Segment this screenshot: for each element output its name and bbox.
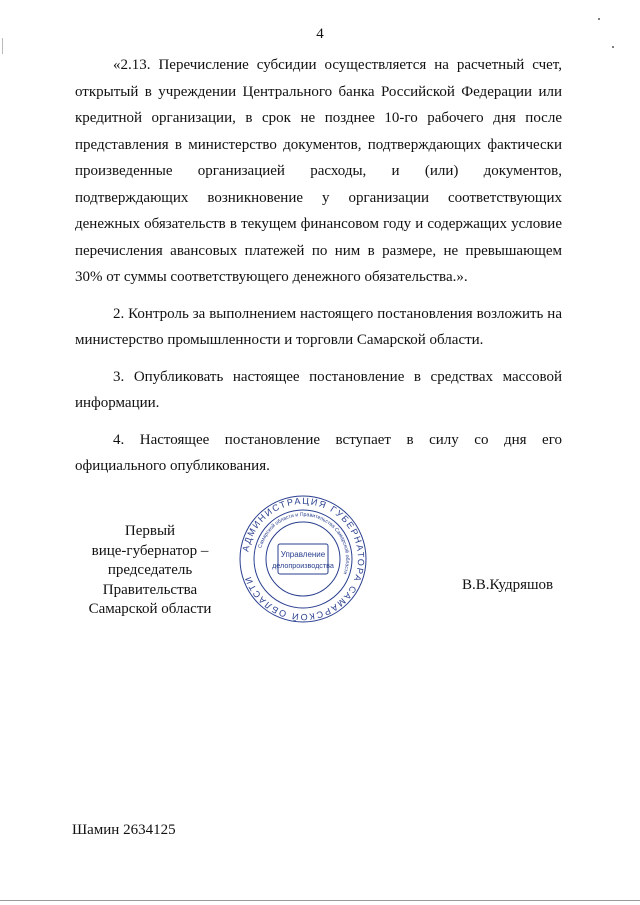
paragraph-2-13: «2.13. Перечисление субсидии осуществляется на расчетный счет, открытый в учреждении Центрального банка Российской Федерации или кредитной организации, в срок не позднее 10-го рабочего дня после представления в министерство документов, подтверждающих фактически произведенные организацией расходы, и (или) документов, подтверждающих возникновение у организации соответствующих денежных обязательств в текущем финансовом году и содержащих условие перечисления авансовых платежей по ним в размере, не превышающем 30% от суммы соответствующего денежного обязательства.».: [75, 57, 562, 285]
signatory-title-line: вице-губернатор –: [91, 542, 209, 559]
scan-bottom-edge: [0, 900, 640, 901]
signatory-title-line: председатель Правительства: [102, 562, 198, 598]
scan-dot: [598, 18, 600, 20]
paragraph-2: 2. Контроль за выполнением настоящего постановления возложить на министерство промышленности и торговли Самарской области.: [75, 305, 562, 348]
signatory-title-line: Самарской области: [88, 601, 212, 617]
seal-outer-text: АДМИНИСТРАЦИЯ ГУБЕРНАТОРА САМАРСКОЙ ОБЛАСТИ: [240, 495, 367, 623]
seal-inner-text: Самарской области и Правительства Самарской области: [257, 511, 351, 576]
signatory-title: [60, 522, 240, 620]
signatory-name: В.В.Кудряшов: [462, 577, 554, 593]
seal-center-line: делопроизводства: [272, 561, 334, 570]
paragraph-4: 4. Настоящее постановление вступает в силу со дня его официального опубликования.: [75, 431, 562, 474]
page-number: 4: [316, 26, 324, 42]
paragraph-3: 3. Опубликовать настоящее постановление в средствах массовой информации.: [75, 368, 562, 411]
seal-center-line: Управление: [280, 550, 326, 559]
document-body: [75, 52, 562, 490]
document-footer: Шамин 2634125: [72, 822, 176, 838]
official-seal: [238, 494, 368, 624]
scan-dot: [612, 46, 614, 48]
signatory-title-line: Первый: [124, 523, 176, 539]
